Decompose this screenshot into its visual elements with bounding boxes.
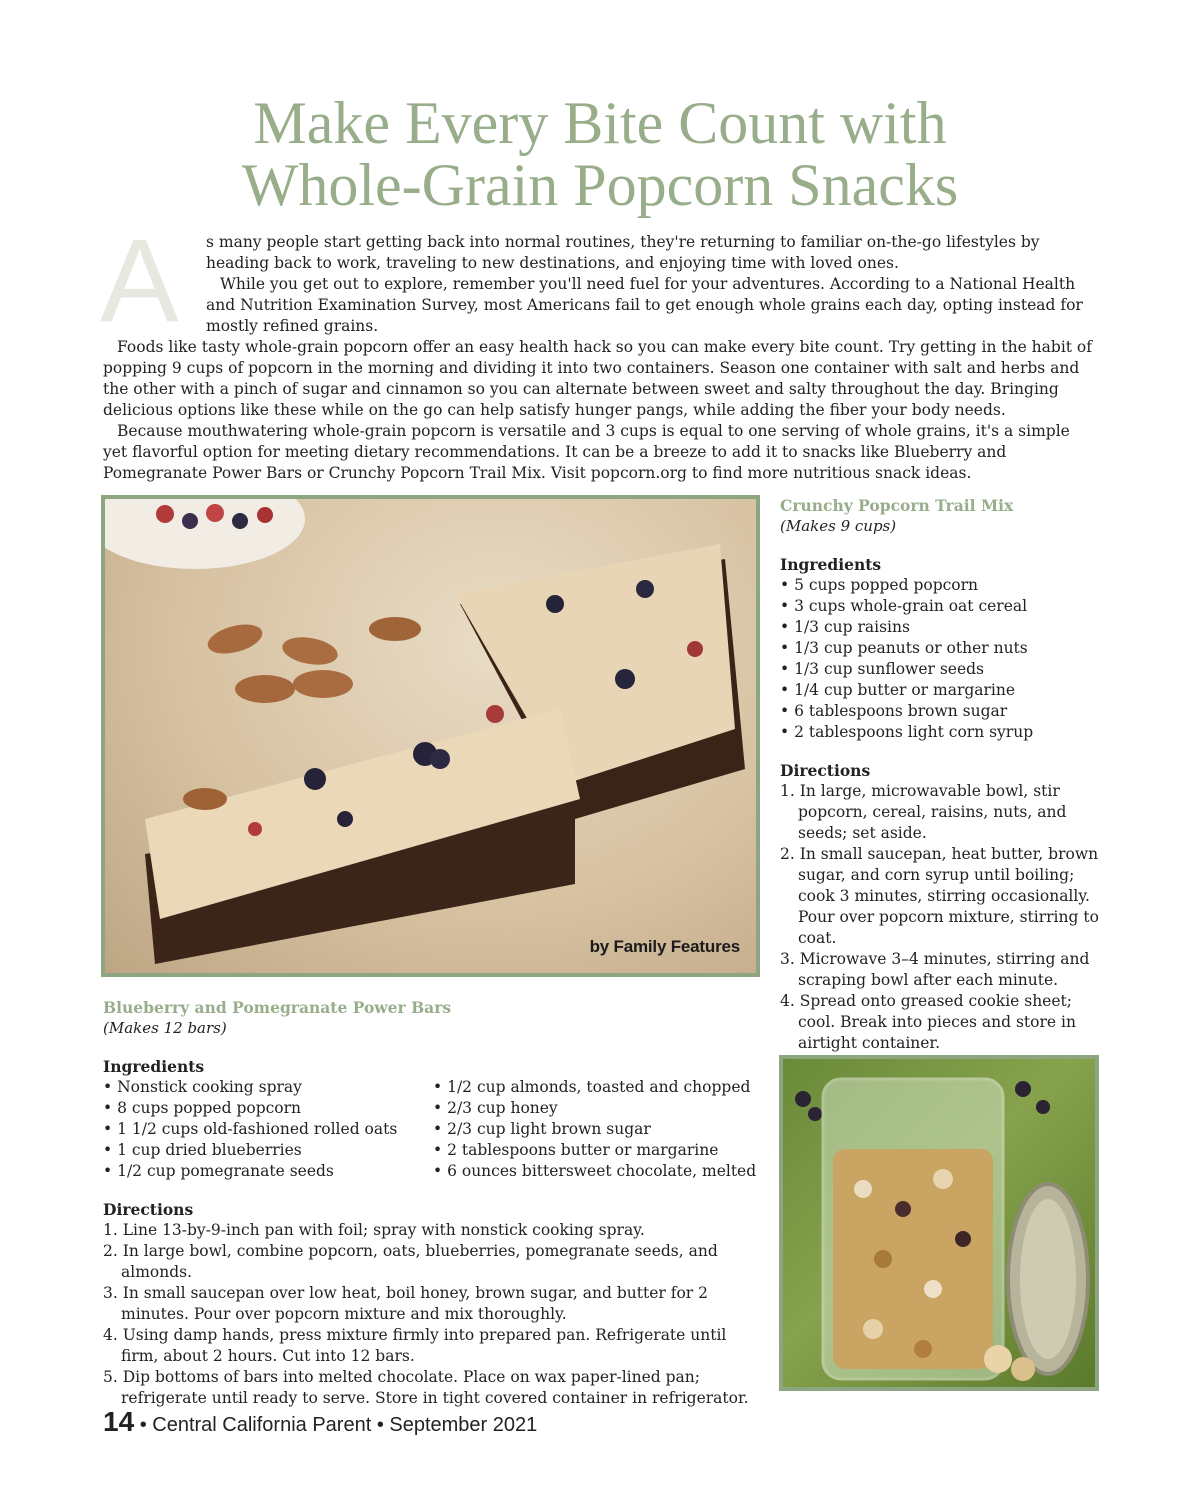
ingredients-column-1: [103, 1077, 433, 1182]
trail-mix-ingredients-heading: Ingredients: [780, 555, 882, 574]
photo-credit: by Family Features: [589, 937, 740, 956]
power-bars-directions: [103, 1220, 763, 1409]
trail-mix-jar-photo: [779, 1055, 1099, 1391]
trail-mix-jar-illustration: [783, 1059, 1095, 1387]
ingredient-item: • 3 cups whole-grain oat cereal: [780, 596, 1100, 617]
ingredient-item: • 1/2 cup almonds, toasted and chopped: [433, 1077, 763, 1098]
ingredient-item: • Nonstick cooking spray: [103, 1077, 433, 1098]
direction-step: 1. In large, microwavable bowl, stir popcorn, cereal, raisins, nuts, and seeds; set aside.: [780, 782, 1067, 842]
title-line-1: Make Every Bite Count with: [253, 90, 947, 156]
page-title: [0, 92, 1200, 216]
trail-mix-ingredients: [780, 575, 1100, 743]
direction-step: 4. Spread onto greased cookie sheet; cool. Break into pieces and store in airtight container.: [780, 992, 1076, 1052]
ingredient-item: • 1/3 cup sunflower seeds: [780, 659, 1100, 680]
ingredient-item: • 1/2 cup pomegranate seeds: [103, 1161, 433, 1182]
power-bars-photo: [101, 495, 760, 977]
ingredient-item: • 1/3 cup peanuts or other nuts: [780, 638, 1100, 659]
drop-cap: A: [100, 215, 179, 347]
trail-mix-recipe: [780, 495, 1100, 1054]
trail-mix-directions-heading: Directions: [780, 761, 871, 780]
direction-step: 2. In large bowl, combine popcorn, oats, blueberries, pomegranate seeds, and almonds.: [103, 1242, 718, 1281]
ingredients-column-2: [433, 1077, 763, 1182]
page-footer: [103, 1406, 537, 1438]
ingredient-item: • 2/3 cup light brown sugar: [433, 1119, 763, 1140]
trail-mix-title: Crunchy Popcorn Trail Mix: [780, 496, 1014, 515]
power-bars-title: Blueberry and Pomegranate Power Bars: [103, 998, 452, 1017]
power-bars-yield: (Makes 12 bars): [103, 1019, 227, 1037]
ingredient-item: • 1/4 cup butter or margarine: [780, 680, 1100, 701]
ingredient-item: • 1/3 cup raisins: [780, 617, 1100, 638]
ingredient-item: • 1 1/2 cups old-fashioned rolled oats: [103, 1119, 433, 1140]
ingredient-item: • 2/3 cup honey: [433, 1098, 763, 1119]
title-line-2: Whole-Grain Popcorn Snacks: [241, 152, 959, 218]
direction-step: 3. In small saucepan over low heat, boil honey, brown sugar, and butter for 2 minutes. Pour over popcorn mixture and mix thoroughly.: [103, 1284, 708, 1323]
intro-paragraph-4: Because mouthwatering whole-grain popcorn is versatile and 3 cups is equal to one serving of whole grains, it's a simple yet flavorful option for meeting dietary recommendations. It can be a breeze to add it to snacks like Blueberry and Pomegranate Power Bars or Crunchy Popcorn Trail Mix. Visit popcorn.org to find more nutritious snack ideas.: [103, 422, 1070, 482]
power-bars-recipe: [103, 997, 763, 1409]
ingredient-item: • 5 cups popped popcorn: [780, 575, 1100, 596]
intro-paragraph-2: While you get out to explore, remember you'll need fuel for your adventures. According to a National Health and Nutrition Examination Survey, most Americans fail to get enough whole grains each day, opting instead for mostly refined grains.: [206, 275, 1083, 335]
power-bars-ingredients: [103, 1077, 763, 1182]
power-bars-directions-heading: Directions: [103, 1200, 194, 1219]
trail-mix-directions: [780, 781, 1100, 1054]
intro-paragraph-3: Foods like tasty whole-grain popcorn offer an easy health hack so you can make every bite count. Try getting in the habit of popping 9 cups of popcorn in the morning and dividing it into two containers. Season one container with salt and herbs and the other with a pinch of sugar and cinnamon so you can alternate between sweet and salty throughout the day. Bringing delicious options like these while on the go can help satisfy hunger pangs, while adding the fiber your body needs.: [103, 338, 1093, 419]
trail-mix-yield: (Makes 9 cups): [780, 517, 897, 535]
ingredient-item: • 6 ounces bittersweet chocolate, melted: [433, 1161, 763, 1182]
ingredient-item: • 2 tablespoons light corn syrup: [780, 722, 1100, 743]
ingredient-item: • 6 tablespoons brown sugar: [780, 701, 1100, 722]
page-number: 14: [103, 1406, 135, 1437]
power-bars-illustration: [105, 499, 756, 973]
direction-step: 5. Dip bottoms of bars into melted chocolate. Place on wax paper-lined pan; refrigerate until ready to serve. Store in tight covered container in refrigerator.: [103, 1368, 749, 1407]
intro-text: [103, 232, 1098, 484]
ingredient-item: • 2 tablespoons butter or margarine: [433, 1140, 763, 1161]
direction-step: 4. Using damp hands, press mixture firmly into prepared pan. Refrigerate until firm, about 2 hours. Cut into 12 bars.: [103, 1326, 727, 1365]
publication-line: • Central California Parent • September 2021: [134, 1414, 538, 1436]
intro-paragraph-1: s many people start getting back into normal routines, they're returning to familiar on-the-go lifestyles by heading back to work, traveling to new destinations, and enjoying time with loved ones.: [206, 233, 1040, 272]
direction-step: 1. Line 13-by-9-inch pan with foil; spray with nonstick cooking spray.: [103, 1221, 645, 1239]
direction-step: 3. Microwave 3–4 minutes, stirring and scraping bowl after each minute.: [780, 950, 1090, 989]
ingredient-item: • 8 cups popped popcorn: [103, 1098, 433, 1119]
direction-step: 2. In small saucepan, heat butter, brown sugar, and corn syrup until boiling; cook 3 minutes, stirring occasionally. Pour over popcorn mixture, stirring to coat.: [780, 845, 1099, 947]
ingredient-item: • 1 cup dried blueberries: [103, 1140, 433, 1161]
power-bars-ingredients-heading: Ingredients: [103, 1057, 205, 1076]
